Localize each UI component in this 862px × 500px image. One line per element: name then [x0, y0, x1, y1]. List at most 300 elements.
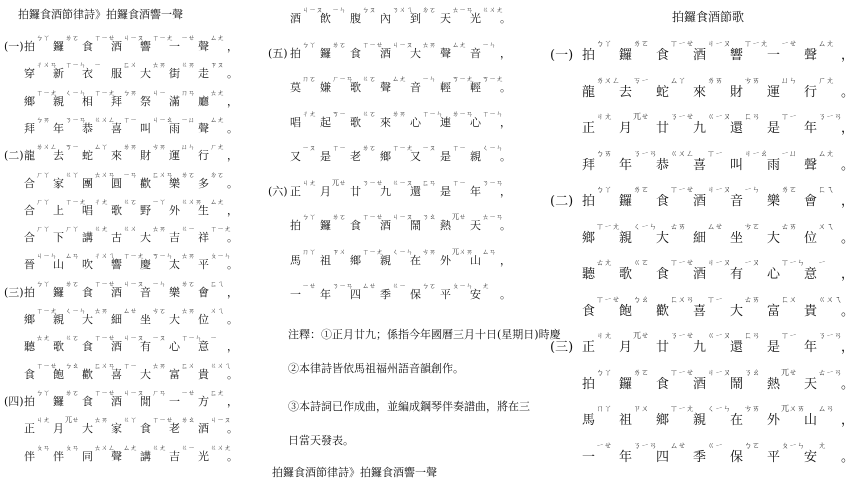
syllable-group: [290, 75, 503, 95]
poem-line: [4, 279, 238, 300]
punctuation: 。: [500, 219, 511, 232]
zhuyin-annotation: ㄍㄛ: [362, 109, 376, 118]
zhuyin-annotation: ㄊㄞ: [94, 307, 108, 315]
syllable: [693, 185, 732, 209]
syllable-group: [290, 178, 503, 199]
hanzi: 內: [380, 12, 391, 25]
hanzi: 古: [111, 231, 122, 245]
syllable: [140, 225, 169, 245]
zhuyin-annotation: ㄒㄧㄤ: [744, 39, 769, 48]
hanzi: 是: [767, 121, 781, 136]
zhuyin-annotation: ㄒㄧ: [123, 115, 137, 124]
zhuyin-annotation: ㄧ: [818, 258, 827, 267]
hanzi: 樂: [169, 285, 180, 299]
hanzi: 季: [693, 449, 707, 465]
hanzi: 歡: [82, 367, 93, 381]
poem-line: [550, 404, 855, 428]
punctuation: ，: [500, 184, 511, 198]
zhuyin-annotation: ㄏㄚ: [65, 225, 79, 234]
hanzi: 還: [410, 184, 421, 198]
hanzi: 山: [470, 253, 481, 267]
syllable: [82, 361, 115, 382]
zhuyin-annotation: ㄐㄧㄡ: [123, 279, 144, 288]
zhuyin-annotation: ㄙㄤ: [210, 34, 224, 42]
syllable: [804, 221, 841, 246]
syllable: [582, 440, 619, 465]
zhuyin-annotation: ㄍㄨ: [123, 225, 137, 234]
hanzi: 正: [290, 184, 301, 198]
zhuyin-annotation: ㄏㄢ: [152, 388, 166, 397]
hanzi: 年: [619, 157, 633, 173]
zhuyin-annotation: ㄒㄧㄤ: [670, 404, 695, 413]
zhuyin-annotation: ㄐㄤ: [302, 178, 316, 187]
syllable: [198, 225, 231, 245]
hanzi: 貴: [804, 303, 818, 319]
syllable: [656, 39, 695, 63]
syllable: [111, 197, 140, 218]
syllable: [619, 294, 656, 319]
syllable: [290, 178, 320, 199]
hanzi: 鄉: [380, 150, 391, 163]
syllable: [693, 148, 730, 173]
punctuation: ，: [841, 194, 855, 209]
zhuyin-annotation: ㄋㄧㄝ: [362, 178, 383, 187]
hanzi: 龍: [24, 149, 35, 163]
hanzi: 食: [24, 367, 35, 381]
syllable: [24, 197, 53, 218]
syllable: [82, 170, 115, 191]
hanzi: 是: [767, 340, 781, 355]
syllable: [111, 388, 144, 409]
zhuyin-annotation: ㄋㄧㄝ: [670, 331, 695, 340]
zhuyin-annotation: ㄧㄝ: [596, 440, 613, 450]
zhuyin-annotation: ㄉㄛ: [210, 170, 224, 179]
hanzi: 食: [82, 40, 93, 53]
zhuyin-annotation: ㄍㄚ: [65, 170, 79, 179]
zhuyin-annotation: ㄊㄞ: [744, 294, 761, 304]
syllable: [24, 279, 53, 300]
syllable: [169, 170, 198, 191]
syllable: [730, 39, 769, 63]
hanzi: 天: [470, 219, 481, 232]
syllable: [290, 75, 320, 95]
zhuyin-annotation: ㄍㄛ: [633, 258, 650, 267]
syllable: [169, 388, 198, 409]
syllable: [582, 258, 619, 282]
syllable-group: [24, 197, 227, 218]
hanzi: 食: [140, 422, 151, 436]
syllable: [198, 416, 231, 436]
syllable: [24, 225, 53, 245]
hanzi: 坐: [730, 230, 744, 246]
zhuyin-annotation: ㄈㄨㄢ: [670, 294, 695, 304]
hanzi: 正: [24, 422, 35, 436]
hanzi: 唱: [82, 203, 93, 217]
syllable-group: [582, 367, 843, 392]
syllable: [290, 6, 323, 26]
syllable: [24, 307, 57, 327]
poem-line: [4, 334, 238, 354]
hanzi: 音: [730, 194, 744, 209]
hanzi: 是: [440, 184, 451, 198]
zhuyin-annotation: ㄍㄧ: [707, 440, 724, 450]
hanzi: 大: [82, 313, 93, 326]
hanzi: 拍: [24, 40, 35, 53]
syllable: [290, 109, 320, 130]
zhuyin-annotation: ㄊㄞ: [152, 61, 166, 70]
syllable: [619, 148, 658, 173]
hanzi: 鑼: [53, 285, 64, 299]
zhuyin-annotation: ㄐㄧㄡ: [123, 388, 144, 397]
syllable: [619, 404, 656, 428]
zhuyin-annotation: ㄐㄧㄡ: [707, 185, 732, 194]
syllable: [767, 75, 804, 100]
syllable: [410, 6, 440, 26]
zhuyin-annotation: ㄈㄟ: [210, 279, 224, 288]
punctuation: ，: [841, 413, 855, 428]
hanzi: 鑼: [320, 46, 331, 60]
hanzi: 聲: [198, 121, 209, 135]
hanzi: 去: [619, 84, 633, 100]
hanzi: 大: [140, 67, 151, 81]
poem-line: [4, 307, 238, 327]
syllable: [24, 361, 57, 382]
hanzi: 安: [470, 288, 481, 301]
syllable: [656, 75, 693, 100]
hanzi: 輕: [470, 81, 481, 94]
syllable: [169, 252, 198, 272]
syllable: [111, 88, 140, 109]
hanzi: 九: [380, 184, 391, 198]
hanzi: 鑼: [619, 194, 633, 209]
syllable: [350, 213, 383, 233]
zhuyin-annotation: ㄇㄚ: [596, 404, 613, 413]
zhuyin-annotation: ㄒㄧㄝ: [362, 40, 383, 49]
zhuyin-annotation: ㄊㄧㄢ: [482, 213, 503, 221]
syllable: [198, 279, 227, 300]
hanzi: 吉: [169, 231, 180, 245]
hanzi: 滿: [169, 94, 180, 108]
syllable: [582, 75, 621, 100]
syllable: [804, 331, 843, 355]
syllable: [767, 39, 804, 63]
syllable: [320, 6, 350, 26]
zhuyin-annotation: ㄐㄧㄡ: [392, 40, 413, 49]
hanzi: 雨: [169, 121, 180, 135]
syllable: [198, 334, 227, 354]
poem-page-left: [0, 0, 262, 500]
syllable: [410, 109, 443, 130]
hanzi: 恭: [656, 157, 670, 173]
zhuyin-annotation: ㄐㄧㄣ: [36, 252, 57, 261]
syllable: [619, 440, 658, 465]
zhuyin-annotation: ㄩㄣ: [181, 143, 195, 152]
syllable: [53, 197, 86, 218]
syllable: [350, 109, 380, 130]
syllable: [169, 34, 198, 54]
zhuyin-annotation: ㄙㄤ: [818, 148, 835, 158]
syllable: [290, 40, 320, 61]
hanzi: 喜: [111, 121, 122, 135]
hanzi: 九: [693, 340, 707, 355]
stanza-number: (二): [550, 194, 574, 209]
syllable: [350, 282, 380, 302]
syllable: [169, 279, 198, 300]
syllable: [693, 75, 730, 100]
hanzi: 樂: [767, 194, 781, 209]
zhuyin-annotation: ㄅㄛ: [744, 440, 761, 450]
hanzi: 年: [619, 449, 633, 465]
zhuyin-annotation: ㄧㄣ: [744, 185, 761, 194]
hanzi: 四: [350, 288, 361, 301]
hanzi: 太: [169, 258, 180, 272]
zhuyin-annotation: ㄧㄩ: [181, 115, 195, 124]
syllable-group: [582, 221, 841, 246]
syllable: [804, 404, 841, 428]
syllable: [320, 282, 353, 302]
syllable: [82, 61, 111, 81]
zhuyin-annotation: ㄏㄚ: [36, 197, 50, 206]
hanzi: 慶: [140, 258, 151, 272]
hanzi: 月: [619, 121, 633, 136]
zhuyin-annotation: ㄍㄤ: [94, 225, 108, 234]
hanzi: 唱: [290, 115, 301, 129]
punctuation: 。: [227, 258, 238, 272]
punctuation: ，: [841, 48, 855, 63]
punctuation: 。: [227, 422, 238, 436]
zhuyin-annotation: ㄒㄧ: [452, 144, 466, 152]
syllable-group: [290, 40, 500, 61]
zhuyin-annotation: ㄙㄢ: [482, 247, 496, 256]
hanzi: 拜: [582, 157, 596, 173]
syllable: [656, 112, 695, 136]
poem-line: [550, 148, 855, 173]
poem-line: [550, 294, 855, 319]
zhuyin-annotation: ㄙㄤ: [818, 39, 835, 48]
hanzi: 走: [198, 67, 209, 81]
hanzi: 莫: [290, 81, 301, 94]
hanzi: 食: [656, 376, 670, 392]
hanzi: 酒: [111, 394, 122, 408]
zhuyin-annotation: ㄅㄞ: [36, 115, 50, 124]
hanzi: 蛇: [82, 149, 93, 163]
zhuyin-annotation: ㄒㄧ: [707, 294, 724, 304]
zhuyin-annotation: ㄧㄩ: [781, 148, 798, 158]
hanzi: 親: [693, 413, 707, 428]
syllable: [470, 282, 500, 302]
syllable: [169, 143, 198, 163]
hanzi: 晉: [24, 258, 35, 272]
zhuyin-annotation: ㄧㄣ: [152, 279, 166, 288]
zhuyin-annotation: ㄋㄧㄢ: [633, 148, 658, 158]
syllable: [470, 178, 503, 199]
hanzi: 音: [470, 46, 481, 60]
syllable: [140, 252, 173, 272]
hanzi: 老: [350, 150, 361, 163]
syllable: [767, 404, 806, 428]
syllable: [767, 331, 804, 355]
punctuation: 。: [227, 231, 238, 245]
syllable: [440, 144, 470, 164]
hanzi: 一: [169, 40, 180, 53]
hanzi: 飽: [619, 303, 633, 319]
zhuyin-annotation: ㄤ: [482, 282, 489, 290]
syllable: [350, 6, 380, 26]
zhuyin-annotation: ㄑㄧㄣ: [633, 221, 658, 231]
syllable-group: [290, 282, 500, 302]
hanzi: 祖: [619, 413, 633, 428]
punctuation: 。: [227, 449, 238, 463]
zhuyin-annotation: ㄧㄚ: [152, 197, 166, 206]
syllable: [470, 247, 500, 268]
syllable-group: [290, 213, 503, 233]
syllable: [767, 294, 804, 319]
poem-line: [550, 185, 855, 209]
zhuyin-annotation: ㄆㄧㄣ: [781, 440, 806, 450]
syllable: [111, 143, 140, 163]
hanzi: 行: [198, 149, 209, 163]
zhuyin-annotation: ㄅㄚ: [596, 367, 613, 377]
syllable: [380, 144, 413, 164]
zhuyin-annotation: ㄒㄧㄝ: [94, 34, 115, 42]
zhuyin-annotation: ㄒㄧㄝ: [362, 213, 383, 221]
hanzi: 在: [410, 253, 421, 267]
syllable: [767, 440, 806, 465]
syllable: [140, 279, 169, 300]
hanzi: 拍: [582, 376, 596, 392]
zhuyin-annotation: ㄅㄠ: [65, 361, 79, 370]
syllable: [53, 34, 82, 54]
zhuyin-annotation: ㄋㄨㄟ: [392, 6, 413, 14]
hanzi: 飲: [320, 12, 331, 25]
poem-line: [550, 112, 855, 136]
zhuyin-annotation: ㄑㄧㄣ: [65, 88, 86, 97]
hanzi: 講: [82, 231, 93, 245]
hanzi: 平: [440, 288, 451, 301]
syllable: [410, 282, 440, 302]
hanzi: 食: [82, 394, 93, 408]
syllable: [440, 178, 470, 199]
hanzi: 年: [804, 121, 818, 136]
syllable: [140, 443, 169, 464]
hanzi: 財: [730, 84, 744, 100]
hanzi: 大: [140, 367, 151, 381]
zhuyin-annotation: ㄍㄧ: [181, 443, 195, 452]
zhuyin-annotation: ㄫㄝ: [781, 367, 798, 377]
syllable: [730, 148, 769, 173]
syllable: [410, 40, 440, 61]
hanzi: 蛇: [656, 84, 670, 100]
syllable: [53, 279, 82, 300]
punctuation: 。: [841, 303, 855, 319]
punctuation: ，: [227, 203, 238, 217]
syllable: [111, 361, 140, 382]
hanzi: 歌: [350, 115, 361, 129]
zhuyin-annotation: ㄊㄞ: [781, 221, 798, 231]
zhuyin-annotation: ㄐㄧㄡ: [210, 416, 231, 425]
poem-line: [268, 40, 511, 61]
punctuation: ，: [227, 340, 238, 354]
syllable: [198, 170, 227, 191]
syllable: [140, 197, 169, 218]
syllable: [470, 144, 503, 164]
hanzi: 山: [804, 413, 818, 428]
hanzi: 年: [470, 184, 481, 198]
zhuyin-annotation: ㄙㄤ: [210, 115, 224, 124]
zhuyin-annotation: ㄌㄠ: [181, 416, 195, 425]
syllable: [470, 40, 500, 61]
zhuyin-annotation: ㄏㄤ: [818, 75, 835, 85]
hanzi: 圓: [111, 176, 122, 190]
syllable-group: [24, 334, 227, 354]
poem-line: [268, 6, 511, 26]
zhuyin-annotation: ㄋㄠ: [422, 213, 436, 221]
syllable: [198, 443, 231, 464]
zhuyin-annotation: ㄒㄧㄝ: [94, 279, 115, 288]
syllable: [140, 115, 173, 136]
zhuyin-annotation: ㄍㄧㄡ: [707, 331, 732, 340]
syllable: [656, 294, 695, 319]
hanzi: 恭: [82, 121, 93, 135]
hanzi: 會: [198, 285, 209, 299]
zhuyin-annotation: ㄒㄧ: [332, 144, 346, 152]
syllable: [140, 361, 169, 382]
hanzi: 到: [410, 12, 421, 25]
zhuyin-annotation: ㄐㄧㄡ: [123, 34, 144, 42]
zhuyin-annotation: ㄫㄝ: [452, 213, 466, 221]
hanzi: 輕: [440, 81, 451, 94]
hanzi: 酒: [198, 422, 209, 436]
syllable-group: [582, 404, 841, 428]
syllable-group: [582, 112, 843, 136]
hanzi: 食: [82, 285, 93, 299]
hanzi: 大: [656, 230, 670, 246]
hanzi: 心: [470, 115, 481, 129]
hanzi: 祥: [198, 231, 209, 245]
poem-line: [4, 115, 238, 136]
syllable: [198, 307, 227, 327]
syllable: [693, 221, 730, 246]
punctuation: ，: [500, 115, 511, 129]
syllable: [693, 440, 730, 465]
hanzi: 聲: [198, 40, 209, 53]
zhuyin-annotation: ㄘㄛ: [152, 307, 166, 315]
hanzi: 拍: [582, 194, 596, 209]
zhuyin-annotation: ㄍㄧ: [181, 225, 195, 234]
hanzi: 合: [24, 176, 35, 190]
zhuyin-annotation: ㄙㄤ: [123, 443, 137, 452]
punctuation: 。: [841, 157, 855, 173]
syllable: [53, 252, 82, 272]
syllable: [24, 34, 53, 54]
zhuyin-annotation: ㄐㄧㄡ: [707, 258, 732, 267]
zhuyin-annotation: ㄏㄚ: [36, 225, 50, 234]
page-title-left: 拍鑼食酒節律詩》拍鑼食酒響一聲: [18, 8, 183, 21]
syllable-group: [24, 88, 227, 109]
syllable: [656, 148, 695, 173]
zhuyin-annotation: ㄘㄞ: [744, 404, 761, 413]
syllable: [140, 388, 169, 409]
zhuyin-annotation: ㄎㄧ: [633, 75, 650, 85]
syllable: [380, 213, 413, 233]
hanzi: 服: [111, 67, 122, 81]
hanzi: 連: [440, 115, 451, 129]
syllable: [440, 40, 470, 61]
syllable: [320, 40, 350, 61]
hanzi: 團: [82, 176, 93, 190]
zhuyin-annotation: ㄍㄨㄥ: [670, 148, 695, 158]
syllable: [767, 258, 806, 282]
